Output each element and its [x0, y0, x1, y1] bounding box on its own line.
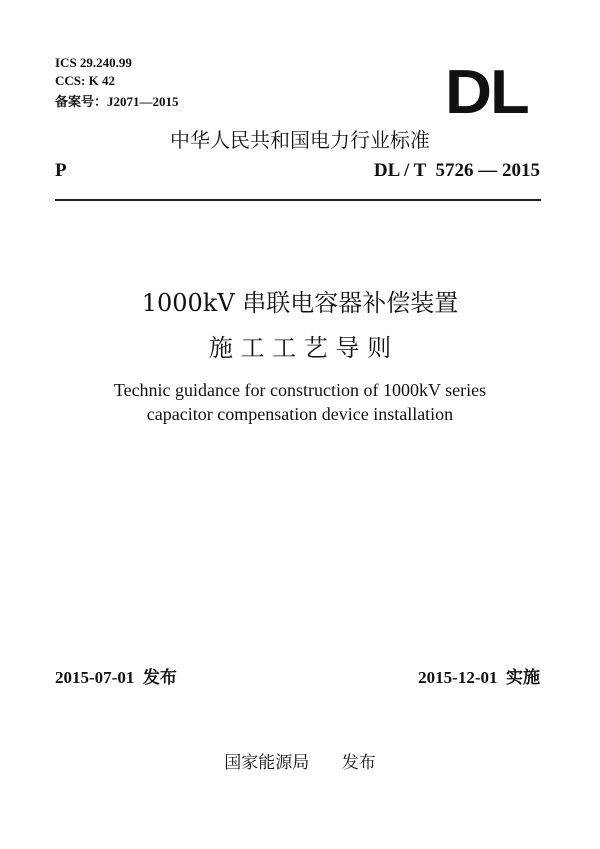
issue-date: 2015-07-01 发布 [55, 668, 177, 687]
publisher: 国家能源局 发布 [224, 753, 376, 773]
category-letter: P [55, 160, 67, 181]
ccs-code: CCS: K 42 [55, 73, 115, 88]
title-cn-line2: 施 工 工 艺 导 则 [208, 334, 392, 362]
title-en-line1: Technic guidance for construction of 1000kV series [113, 380, 487, 400]
ics-code: ICS 29.240.99 [55, 55, 132, 70]
standard-code: DL / T 5726 — 2015 [373, 160, 540, 181]
implement-date: 2015-12-01 实施 [418, 668, 540, 687]
header-divider [55, 199, 541, 201]
dl-logo: DL [445, 58, 528, 127]
standard-type: 中华人民共和国电力行业标准 [170, 128, 430, 152]
title-en-line2: capacitor compensation device installation [146, 404, 454, 424]
title-cn-line1: 1000kV 串联电容器补偿装置 [141, 289, 459, 317]
record-number: 备案号：J2071—2015 [55, 94, 179, 109]
